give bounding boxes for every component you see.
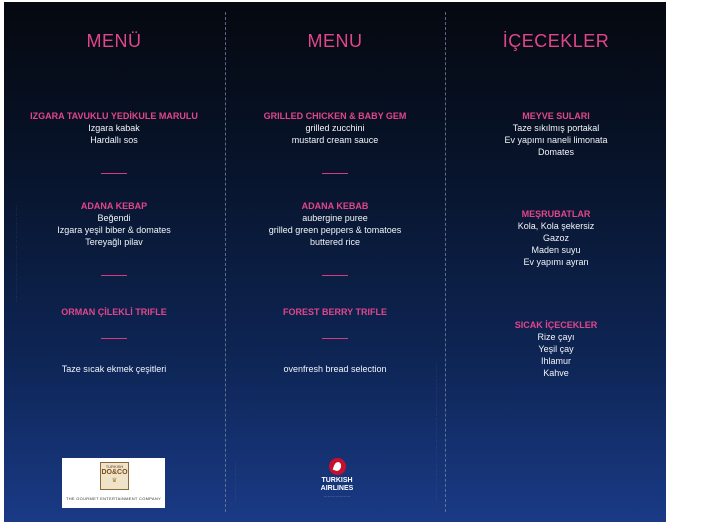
turkish-airlines-logo: [313, 458, 361, 498]
bread-note: [232, 363, 438, 375]
do-co-emblem: [100, 462, 129, 490]
section-separator: [101, 338, 127, 339]
menu-sheet: [4, 2, 666, 522]
section-separator: [101, 275, 127, 276]
do-co-top-text: TURKISH: [105, 464, 124, 469]
drink-item: Rize çayı: [537, 332, 575, 342]
fold-line-right: [445, 12, 446, 512]
chef-hat-icon: ♛: [111, 478, 118, 484]
menu-section: [14, 200, 214, 248]
drink-item: Gazoz: [542, 233, 569, 243]
menu-item: grilled zucchini: [305, 123, 365, 133]
drink-item: Ihlamur: [540, 356, 571, 366]
column-title: İÇECEKLER: [502, 31, 610, 51]
menu-section: [232, 110, 438, 146]
bread-note: [14, 363, 214, 375]
drink-item: Ev yapımı ayran: [523, 257, 589, 267]
section-title: MEŞRUBATLAR: [521, 209, 591, 219]
section-title: FOREST BERRY TRIFLE: [282, 307, 387, 317]
airline-bird-icon: [329, 458, 346, 475]
drink-item: Yeşil çay: [538, 344, 574, 354]
menu-item: buttered rice: [309, 237, 361, 247]
menu-section: [232, 200, 438, 248]
airline-subline: — — — — — — —: [323, 494, 350, 498]
fine-print-middle: · · · · · · · · · · · · · · · · ·: [233, 461, 238, 502]
fine-print-right: · · · · · · · · · · · · · · · · · · · · · · · · · · · · · · · · · · · · · · · · · · · · · · · · · · · · · · · · ·: [434, 363, 439, 502]
fine-print-left: · · · · · · · · · · · · · · · · · · · · · · · · · · · · · · · · · · · · · · · ·: [14, 205, 19, 302]
section-separator: [101, 173, 127, 174]
section-title: ORMAN ÇİLEKLİ TRIFLE: [61, 307, 167, 317]
menu-column-turkish: [14, 2, 214, 522]
menu-section: [14, 306, 214, 318]
drink-item: Taze sıkılmış portakal: [512, 123, 600, 133]
menu-item: grilled green peppers & tomatoes: [268, 225, 402, 235]
menu-item: Hardallı sos: [90, 135, 138, 145]
do-co-name: DO&CO: [101, 469, 128, 476]
drink-item: Domates: [537, 147, 574, 157]
column-title: MENU: [307, 31, 363, 51]
do-co-logo: [62, 458, 165, 508]
menu-item: Izgara kabak: [88, 123, 140, 133]
section-separator: [322, 275, 348, 276]
section-title: ADANA KEBAP: [80, 201, 148, 211]
drinks-section: [452, 319, 660, 379]
bread-text: ovenfresh bread selection: [283, 364, 387, 374]
drink-item: Ev yapımı naneli limonata: [504, 135, 608, 145]
do-co-tagline: THE GOURMET ENTERTAINMENT COMPANY: [65, 496, 162, 501]
menu-item: Izgara yeşil biber & domates: [57, 225, 171, 235]
drink-item: Maden suyu: [531, 245, 581, 255]
menu-section: [14, 110, 214, 146]
drinks-section: [452, 110, 660, 158]
section-separator: [322, 173, 348, 174]
bread-text: Taze sıcak ekmek çeşitleri: [61, 364, 167, 374]
section-title: GRILLED CHICKEN & BABY GEM: [263, 111, 407, 121]
section-title: ADANA KEBAB: [301, 201, 369, 211]
menu-item: Beğendi: [97, 213, 131, 223]
airline-name: TURKISH AIRLINES: [320, 477, 354, 492]
drink-item: Kola, Kola şekersiz: [517, 221, 595, 231]
fold-line-left: [225, 12, 226, 512]
section-title: SICAK İÇECEKLER: [514, 320, 598, 330]
section-title: IZGARA TAVUKLU YEDİKULE MARULU: [30, 111, 198, 121]
menu-item: Tereyağlı pilav: [85, 237, 143, 247]
column-title: MENÜ: [86, 31, 142, 51]
section-separator: [322, 338, 348, 339]
section-title: MEYVE SULARI: [522, 111, 590, 121]
menu-item: aubergine puree: [302, 213, 368, 223]
menu-column-english: [232, 2, 438, 522]
drink-item: Kahve: [543, 368, 569, 378]
drinks-column: [452, 2, 660, 522]
menu-item: mustard cream sauce: [291, 135, 379, 145]
menu-section: [232, 306, 438, 318]
drinks-section: [452, 208, 660, 268]
